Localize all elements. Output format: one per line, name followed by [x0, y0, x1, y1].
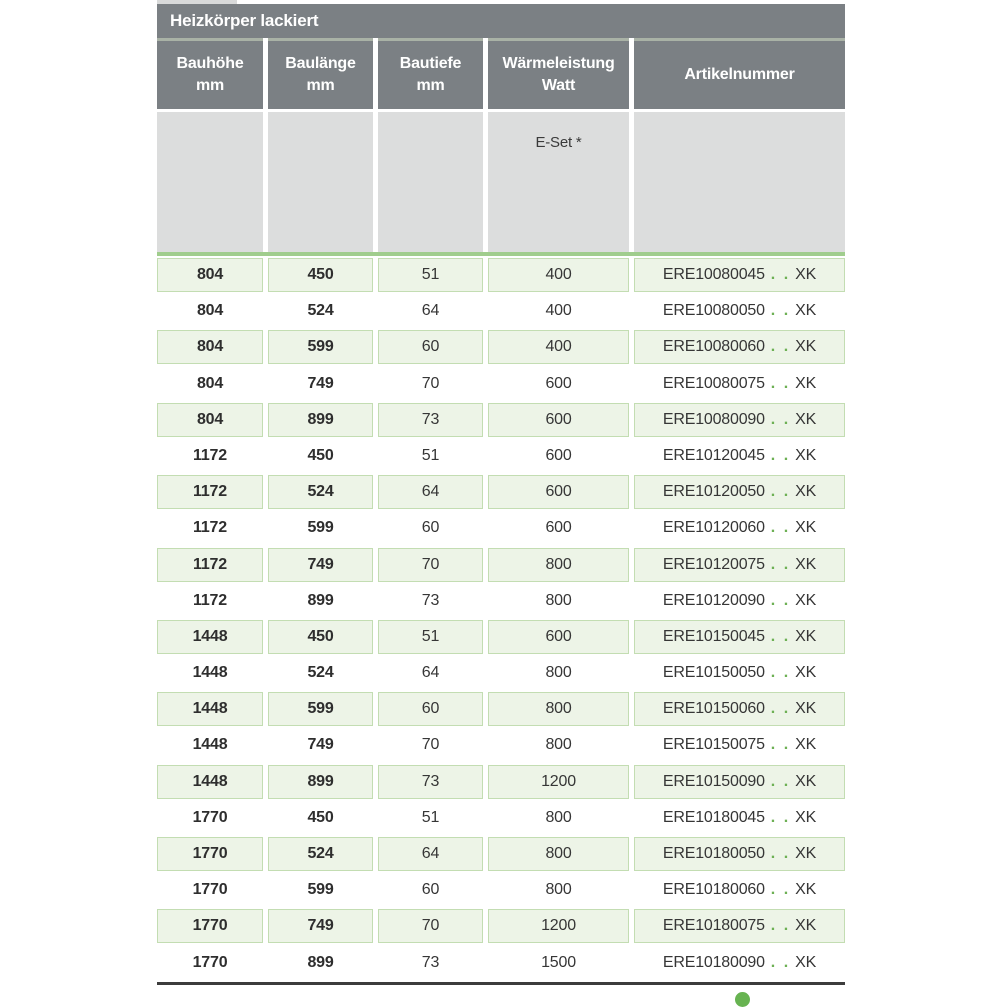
table-row	[157, 258, 845, 292]
cell-baulaenge: 524	[268, 475, 373, 509]
cell-waermeleistung: 600	[488, 511, 629, 545]
cell-artikelnummer	[634, 909, 845, 943]
cell-baulaenge: 749	[268, 548, 373, 582]
artikel-suffix: XK	[795, 736, 817, 754]
table-row	[157, 439, 845, 473]
artikel-placeholder-dots: . .	[770, 664, 791, 682]
cell-baulaenge: 524	[268, 294, 373, 328]
cell-bauhoehe: 1448	[157, 692, 263, 726]
cell-bauhoehe: 804	[157, 258, 263, 292]
column-header-baulaenge	[268, 38, 373, 109]
cell-bautiefe: 51	[378, 439, 483, 473]
artikel-number: ERE10120045	[662, 446, 765, 464]
artikel-placeholder-dots: . .	[770, 410, 791, 428]
artikel-number: ERE10120060	[662, 519, 765, 537]
artikel-number: ERE10150045	[662, 627, 765, 645]
artikel-suffix: XK	[795, 555, 817, 573]
table-row	[157, 801, 845, 835]
cell-bauhoehe: 804	[157, 403, 263, 437]
cell-bautiefe: 70	[378, 367, 483, 401]
column-header-unit: mm	[195, 77, 225, 94]
column-header-label: Wärmeleistung	[502, 55, 615, 73]
cell-baulaenge: 899	[268, 946, 373, 980]
artikel-suffix: XK	[795, 700, 817, 718]
artikel-suffix: XK	[795, 627, 817, 645]
cell-artikelnummer	[634, 511, 845, 545]
table-row	[157, 765, 845, 799]
artikel-placeholder-dots: . .	[770, 700, 791, 718]
cell-bauhoehe: 1172	[157, 475, 263, 509]
accent-divider-line	[157, 252, 845, 256]
artikel-number: ERE10150090	[662, 772, 765, 790]
column-header-artikelnummer	[634, 38, 845, 109]
artikel-placeholder-dots: . .	[770, 374, 791, 392]
artikel-placeholder-dots: . .	[770, 881, 791, 899]
artikel-suffix: XK	[795, 302, 817, 320]
cell-artikelnummer	[634, 873, 845, 907]
artikel-number: ERE10080090	[662, 410, 765, 428]
artikel-suffix: XK	[795, 881, 817, 899]
cell-bauhoehe: 804	[157, 330, 263, 364]
artikel-placeholder-dots: . .	[770, 446, 791, 464]
cell-artikelnummer	[634, 367, 845, 401]
cell-bauhoehe: 1172	[157, 548, 263, 582]
artikel-placeholder-dots: . .	[770, 808, 791, 826]
cell-artikelnummer	[634, 439, 845, 473]
subheader-cell-artikelnummer	[634, 112, 845, 252]
artikel-placeholder-dots: . .	[770, 266, 791, 283]
artikel-number: ERE10080075	[662, 374, 765, 392]
artikel-number: ERE10180050	[662, 845, 765, 862]
cell-waermeleistung: 600	[488, 475, 629, 509]
artikel-number: ERE10150050	[662, 664, 765, 682]
cell-baulaenge: 450	[268, 258, 373, 292]
cell-baulaenge: 749	[268, 909, 373, 943]
cell-baulaenge: 899	[268, 403, 373, 437]
artikel-number: ERE10120075	[662, 555, 765, 573]
cell-bauhoehe: 1770	[157, 837, 263, 871]
table-title	[157, 4, 845, 38]
artikel-placeholder-dots: . .	[770, 845, 791, 862]
table-row	[157, 367, 845, 401]
column-header-label: Bauhöhe	[176, 55, 244, 73]
cell-bauhoehe: 1770	[157, 873, 263, 907]
cell-bautiefe: 70	[378, 728, 483, 762]
artikel-suffix: XK	[795, 845, 817, 862]
cell-waermeleistung: 1200	[488, 909, 629, 943]
table-row	[157, 909, 845, 943]
cell-waermeleistung: 800	[488, 584, 629, 618]
cell-waermeleistung: 800	[488, 801, 629, 835]
cell-baulaenge: 524	[268, 837, 373, 871]
cell-baulaenge: 899	[268, 584, 373, 618]
artikel-placeholder-dots: . .	[770, 302, 791, 320]
artikel-suffix: XK	[795, 266, 817, 283]
column-header-label: Bautiefe	[399, 55, 462, 73]
artikel-suffix: XK	[795, 808, 817, 826]
table-row	[157, 548, 845, 582]
table-bottom-border	[157, 982, 845, 985]
cell-bautiefe: 73	[378, 584, 483, 618]
cell-waermeleistung: 800	[488, 837, 629, 871]
cell-bauhoehe: 1770	[157, 946, 263, 980]
artikel-placeholder-dots: . .	[770, 519, 791, 537]
artikel-placeholder-dots: . .	[770, 338, 791, 356]
artikel-number: ERE10180060	[662, 881, 765, 899]
cell-baulaenge: 599	[268, 511, 373, 545]
cell-waermeleistung: 400	[488, 330, 629, 364]
table-row	[157, 620, 845, 654]
cell-baulaenge: 599	[268, 330, 373, 364]
cell-bauhoehe: 804	[157, 294, 263, 328]
cell-waermeleistung: 800	[488, 548, 629, 582]
cell-waermeleistung: 400	[488, 294, 629, 328]
cell-waermeleistung: 800	[488, 728, 629, 762]
cell-artikelnummer	[634, 403, 845, 437]
table-row	[157, 511, 845, 545]
cell-bauhoehe: 1448	[157, 656, 263, 690]
artikel-placeholder-dots: . .	[770, 953, 791, 971]
subheader-cell-bautiefe	[378, 112, 483, 252]
artikel-suffix: XK	[795, 446, 817, 464]
table-title-label: Heizkörper lackiert	[170, 11, 319, 30]
table-row	[157, 330, 845, 364]
cell-artikelnummer	[634, 258, 845, 292]
subheader-cell-baulaenge	[268, 112, 373, 252]
cell-bautiefe: 60	[378, 330, 483, 364]
cell-bauhoehe: 1770	[157, 801, 263, 835]
cell-artikelnummer	[634, 837, 845, 871]
column-header-bauhoehe	[157, 38, 263, 109]
cell-baulaenge: 524	[268, 656, 373, 690]
cell-waermeleistung: 1200	[488, 765, 629, 799]
cell-bautiefe: 51	[378, 258, 483, 292]
table-row	[157, 294, 845, 328]
cell-baulaenge: 450	[268, 801, 373, 835]
cell-artikelnummer	[634, 946, 845, 980]
cell-artikelnummer	[634, 584, 845, 618]
cell-baulaenge: 599	[268, 873, 373, 907]
product-table	[157, 4, 845, 985]
cell-waermeleistung: 600	[488, 403, 629, 437]
cell-artikelnummer	[634, 765, 845, 799]
subheader-cell-eset	[488, 112, 629, 252]
data-rows	[157, 258, 845, 980]
cell-bauhoehe: 1172	[157, 439, 263, 473]
table-header-row	[157, 38, 845, 109]
column-header-label: Baulänge	[285, 55, 356, 73]
table-row	[157, 475, 845, 509]
artikel-number: ERE10150075	[662, 736, 765, 754]
artikel-placeholder-dots: . .	[770, 627, 791, 645]
cell-bauhoehe: 1448	[157, 765, 263, 799]
cell-bautiefe: 64	[378, 294, 483, 328]
artikel-number: ERE10080045	[662, 266, 765, 283]
artikel-number: ERE10180090	[662, 953, 765, 971]
cell-waermeleistung: 400	[488, 258, 629, 292]
cell-waermeleistung: 600	[488, 620, 629, 654]
cell-bautiefe: 70	[378, 548, 483, 582]
cell-baulaenge: 749	[268, 367, 373, 401]
cell-bauhoehe: 1770	[157, 909, 263, 943]
table-row	[157, 728, 845, 762]
artikel-placeholder-dots: . .	[770, 736, 791, 754]
cell-artikelnummer	[634, 656, 845, 690]
column-header-bautiefe	[378, 38, 483, 109]
column-header-waermeleistung	[488, 38, 629, 109]
cell-waermeleistung: 800	[488, 873, 629, 907]
artikel-suffix: XK	[795, 664, 817, 682]
cell-bautiefe: 60	[378, 692, 483, 726]
artikel-suffix: XK	[795, 519, 817, 537]
cell-bauhoehe: 1172	[157, 511, 263, 545]
cell-baulaenge: 749	[268, 728, 373, 762]
artikel-suffix: XK	[795, 917, 817, 935]
column-header-label: Artikelnummer	[684, 66, 795, 84]
cell-artikelnummer	[634, 801, 845, 835]
cell-baulaenge: 899	[268, 765, 373, 799]
cell-waermeleistung: 600	[488, 367, 629, 401]
artikel-suffix: XK	[795, 374, 817, 392]
cell-baulaenge: 450	[268, 439, 373, 473]
cell-waermeleistung: 600	[488, 439, 629, 473]
cell-waermeleistung: 800	[488, 656, 629, 690]
artikel-number: ERE10180045	[662, 808, 765, 826]
cell-baulaenge: 599	[268, 692, 373, 726]
table-row	[157, 656, 845, 690]
artikel-number: ERE10120050	[662, 483, 765, 501]
table-row	[157, 837, 845, 871]
cell-bautiefe: 73	[378, 765, 483, 799]
artikel-number: ERE10080060	[662, 338, 765, 356]
cell-bautiefe: 70	[378, 909, 483, 943]
cell-artikelnummer	[634, 620, 845, 654]
cell-artikelnummer	[634, 692, 845, 726]
cell-artikelnummer	[634, 548, 845, 582]
table-row	[157, 946, 845, 980]
table-row	[157, 584, 845, 618]
artikel-placeholder-dots: . .	[770, 772, 791, 790]
artikel-placeholder-dots: . .	[770, 555, 791, 573]
cell-bautiefe: 51	[378, 801, 483, 835]
cell-bautiefe: 60	[378, 873, 483, 907]
artikel-number: ERE10150060	[662, 700, 765, 718]
cell-bautiefe: 73	[378, 403, 483, 437]
cell-bautiefe: 60	[378, 511, 483, 545]
cell-waermeleistung: 800	[488, 692, 629, 726]
artikel-number: ERE10180075	[662, 917, 765, 935]
cell-artikelnummer	[634, 294, 845, 328]
artikel-suffix: XK	[795, 410, 817, 428]
artikel-suffix: XK	[795, 591, 817, 609]
cell-bautiefe: 64	[378, 837, 483, 871]
table-row	[157, 403, 845, 437]
artikel-suffix: XK	[795, 953, 817, 971]
cell-bauhoehe: 1448	[157, 728, 263, 762]
artikel-number: ERE10080050	[662, 302, 765, 320]
eset-label: E-Set *	[535, 134, 582, 151]
column-header-unit: Watt	[541, 77, 576, 94]
cell-artikelnummer	[634, 728, 845, 762]
column-header-unit: mm	[416, 77, 445, 94]
artikel-suffix: XK	[795, 483, 817, 501]
subheader-cell-bauhoehe	[157, 112, 263, 252]
table-row	[157, 873, 845, 907]
artikel-number: ERE10120090	[662, 591, 765, 609]
artikel-suffix: XK	[795, 772, 817, 790]
table-subheader-row	[157, 112, 845, 252]
artikel-suffix: XK	[795, 338, 817, 356]
cell-bautiefe: 64	[378, 656, 483, 690]
cell-bautiefe: 51	[378, 620, 483, 654]
cell-bauhoehe: 1448	[157, 620, 263, 654]
artikel-placeholder-dots: . .	[770, 483, 791, 501]
cell-bautiefe: 64	[378, 475, 483, 509]
cell-waermeleistung: 1500	[488, 946, 629, 980]
column-header-unit: mm	[306, 77, 335, 94]
cell-bauhoehe: 804	[157, 367, 263, 401]
cell-artikelnummer	[634, 330, 845, 364]
artikel-placeholder-dots: . .	[770, 917, 791, 935]
cell-bautiefe: 73	[378, 946, 483, 980]
table-row	[157, 692, 845, 726]
artikel-placeholder-dots: . .	[770, 591, 791, 609]
cell-baulaenge: 450	[268, 620, 373, 654]
cell-bauhoehe: 1172	[157, 584, 263, 618]
cell-artikelnummer	[634, 475, 845, 509]
